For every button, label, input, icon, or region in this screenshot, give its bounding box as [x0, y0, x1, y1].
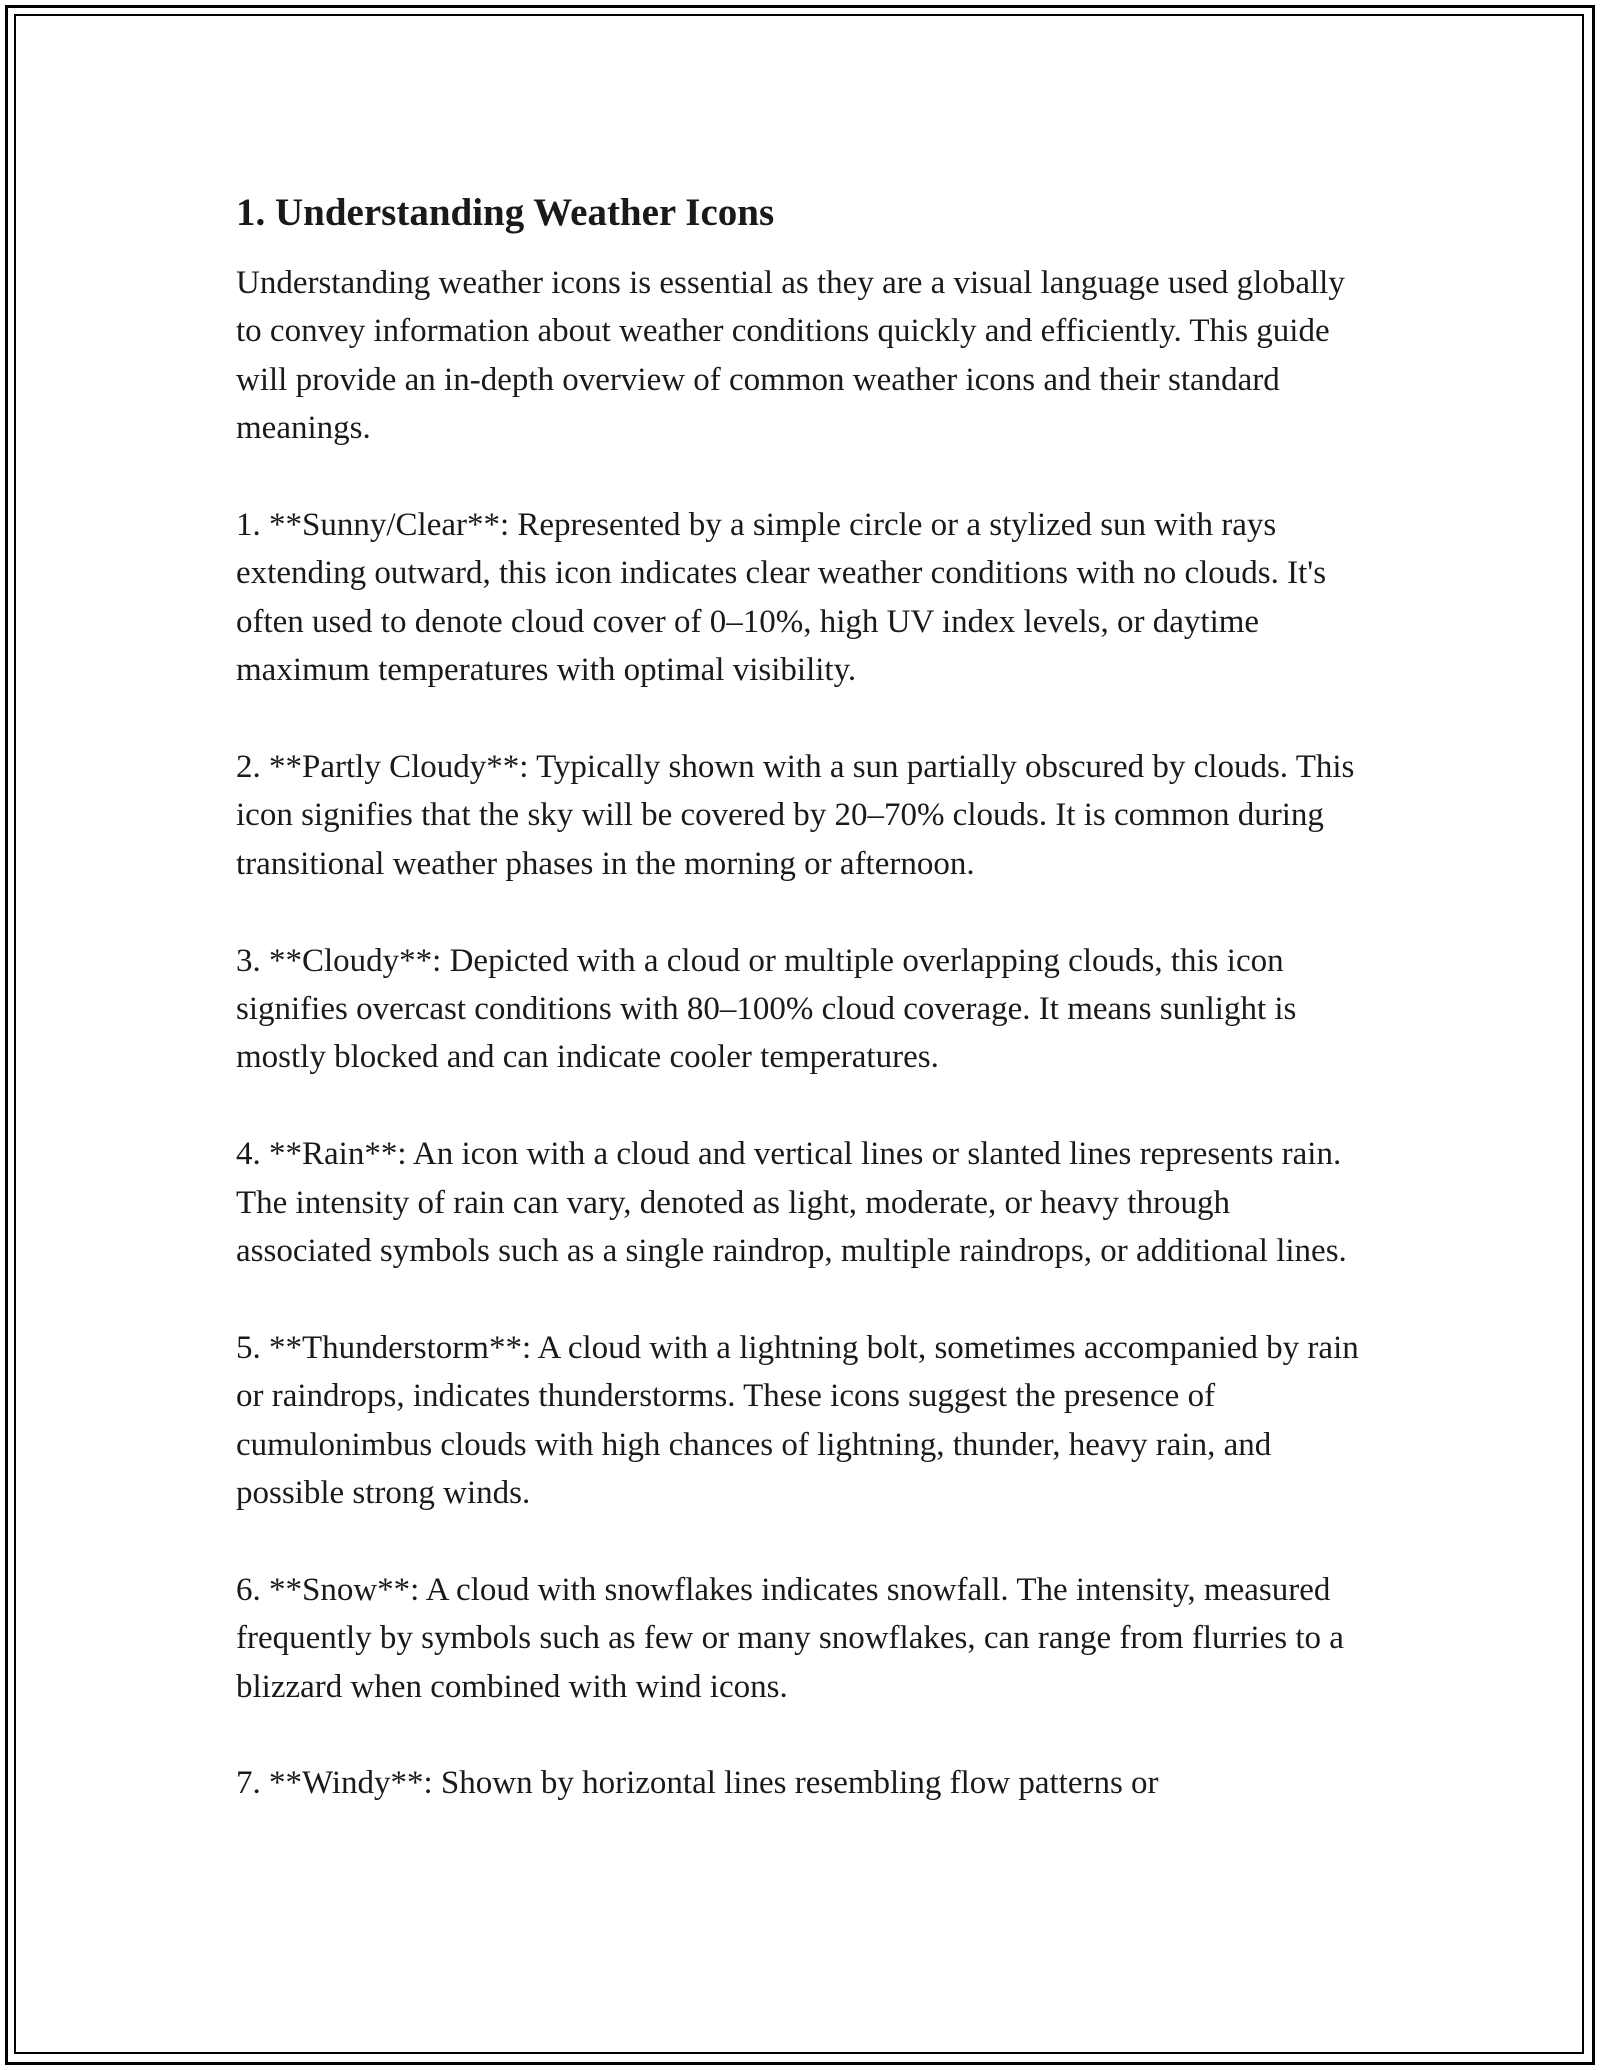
item-windy: 7. **Windy**: Shown by horizontal lines resembling flow patterns or [236, 1765, 1159, 1802]
item-cloudy: 3. **Cloudy**: Depicted with a cloud or multiple overlapping clouds, this icon signifies overcast conditions with 80–100% cloud coverage. It means sunlight is mostly blocked and can indicate cooler temperatures. [236, 942, 1297, 1076]
item-partly-cloudy: 2. **Partly Cloudy**: Typically shown with a sun partially obscured by clouds. This icon signifies that the sky will be covered by 20–70% clouds. It is common during transitional weather phases in the morning or afternoon. [236, 749, 1355, 882]
section-heading: 1. Understanding Weather Icons [236, 191, 775, 234]
item-rain: 4. **Rain**: An icon with a cloud and vertical lines or slanted lines represents rain. The intensity of rain can vary, denoted as light, moderate, or heavy through associated symbols such as a single raindrop, multiple raindrops, or additional lines. [236, 1136, 1347, 1270]
document-body [236, 188, 1366, 1808]
intro-paragraph: Understanding weather icons is essential as they are a visual language used globally to convey information about weather conditions quickly and efficiently. This guide will provide an in-depth overview of common weather icons and their standard meanings. [236, 265, 1345, 447]
item-sunny-clear: 1. **Sunny/Clear**: Represented by a simple circle or a stylized sun with rays extending outward, this icon indicates clear weather conditions with no clouds. It's often used to denote cloud cover of 0–10%, high UV index levels, or daytime maximum temperatures with optimal visibility. [236, 507, 1327, 689]
item-snow: 6. **Snow**: A cloud with snowflakes indicates snowfall. The intensity, measured frequently by symbols such as few or many snowflakes, can range from flurries to a blizzard when combined with wind icons. [236, 1571, 1344, 1705]
item-thunderstorm: 5. **Thunderstorm**: A cloud with a lightning bolt, sometimes accompanied by rain or raindrops, indicates thunderstorms. These icons suggest the presence of cumulonimbus clouds with high chances of lightning, thunder, heavy rain, and possible strong winds. [236, 1329, 1359, 1512]
